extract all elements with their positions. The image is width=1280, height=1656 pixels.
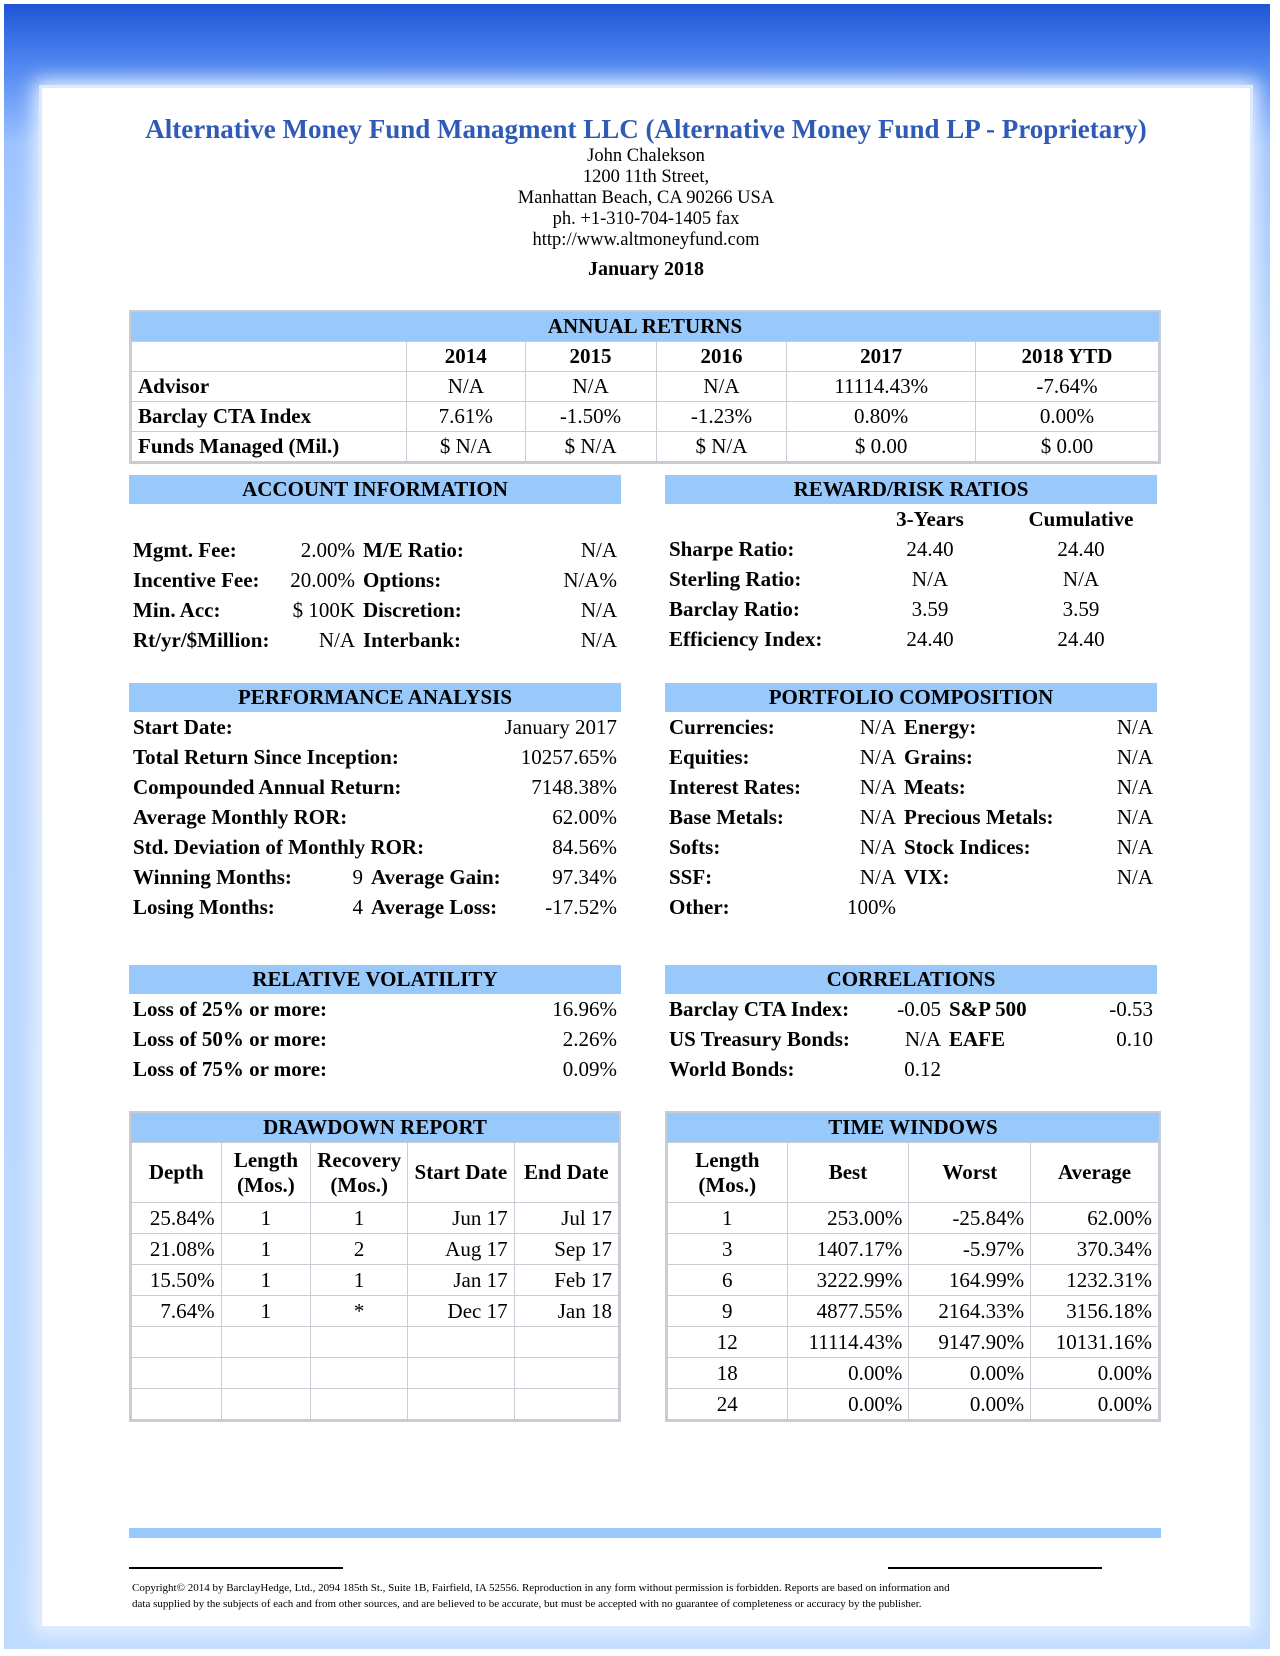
field-label: Loss of 25% or more: bbox=[133, 996, 328, 1021]
cell: 21.08% bbox=[132, 1234, 222, 1265]
field-label: Energy: bbox=[904, 714, 977, 739]
drawdown-table bbox=[131, 1142, 619, 1420]
field-label: Interbank: bbox=[363, 627, 462, 652]
cell: 7.61% bbox=[407, 402, 526, 432]
field-label: Mgmt. Fee: bbox=[133, 537, 237, 562]
field-label: Loss of 50% or more: bbox=[133, 1026, 328, 1051]
table-row bbox=[132, 1296, 619, 1327]
field-label: Discretion: bbox=[363, 597, 462, 622]
table-row bbox=[665, 892, 1157, 922]
cell: 3 bbox=[668, 1234, 788, 1265]
page-frame bbox=[4, 4, 1270, 1649]
cell: 2164.33% bbox=[909, 1296, 1031, 1327]
field-value: N/A% bbox=[563, 567, 617, 592]
field-label: Options: bbox=[363, 567, 442, 592]
field-value: 62.00% bbox=[552, 804, 617, 829]
cell: N/A bbox=[525, 372, 656, 402]
table-row bbox=[665, 802, 1157, 832]
section-title: ANNUAL RETURNS bbox=[131, 312, 1159, 341]
phone-line: ph. +1-310-704-1405 fax bbox=[552, 209, 740, 229]
field-value: N/A bbox=[859, 744, 896, 769]
table-row bbox=[665, 772, 1157, 802]
field-value: 0.09% bbox=[562, 1056, 617, 1081]
table-row bbox=[665, 564, 1157, 594]
field-label: Equities: bbox=[669, 744, 750, 769]
section-title: PERFORMANCE ANALYSIS bbox=[129, 683, 621, 712]
field-value: 4 bbox=[352, 894, 363, 919]
year-header: 2014 bbox=[407, 342, 526, 372]
table-row bbox=[665, 994, 1157, 1024]
field-value: 10257.65% bbox=[520, 744, 617, 769]
field-value: -17.52% bbox=[545, 894, 617, 919]
cell bbox=[311, 1358, 408, 1389]
table-row bbox=[665, 832, 1157, 862]
correlations-table bbox=[665, 994, 1157, 1084]
cell: Dec 17 bbox=[408, 1296, 514, 1327]
column-header: Cumulative bbox=[1028, 506, 1134, 531]
cell: 0.00% bbox=[1031, 1389, 1159, 1420]
column-header: Length (Mos.) bbox=[668, 1143, 788, 1203]
cell: Feb 17 bbox=[514, 1265, 618, 1296]
cell bbox=[221, 1389, 311, 1420]
volatility-table bbox=[129, 994, 621, 1084]
field-value: N/A bbox=[859, 804, 896, 829]
cell bbox=[132, 1358, 222, 1389]
column-header: End Date bbox=[514, 1143, 618, 1203]
row-label: Barclay CTA Index bbox=[132, 402, 407, 432]
cell bbox=[132, 1389, 222, 1420]
field-label: Sharpe Ratio: bbox=[669, 536, 795, 561]
table-row bbox=[668, 1203, 1159, 1234]
field-value: 24.40 bbox=[1057, 626, 1105, 651]
field-label: Total Return Since Inception: bbox=[133, 744, 399, 769]
field-value: 24.40 bbox=[906, 626, 954, 651]
cell: 2 bbox=[311, 1234, 408, 1265]
cell bbox=[132, 1327, 222, 1358]
cell: 1 bbox=[311, 1265, 408, 1296]
portfolio-table bbox=[665, 712, 1157, 922]
cell: 12 bbox=[668, 1327, 788, 1358]
field-label: Losing Months: bbox=[133, 894, 275, 919]
table-row bbox=[129, 862, 621, 892]
field-label: Average Loss: bbox=[371, 894, 498, 919]
field-value: N/A bbox=[580, 597, 617, 622]
column-header: 3-Years bbox=[896, 506, 964, 531]
cell: $ N/A bbox=[407, 432, 526, 462]
field-value: N/A bbox=[859, 864, 896, 889]
table-row bbox=[668, 1265, 1159, 1296]
field-label: Rt/yr/$Million: bbox=[133, 627, 270, 652]
cell: 1 bbox=[221, 1234, 311, 1265]
table-row bbox=[132, 1203, 619, 1234]
table-row bbox=[665, 1024, 1157, 1054]
cell: $ 0.00 bbox=[975, 432, 1158, 462]
cell: $ 0.00 bbox=[787, 432, 976, 462]
cell: 11114.43% bbox=[787, 1327, 909, 1358]
report-period: January 2018 bbox=[587, 258, 705, 280]
table-row bbox=[129, 712, 621, 742]
footer-rule-left bbox=[129, 1567, 343, 1569]
field-value: 84.56% bbox=[552, 834, 617, 859]
field-label: S&P 500 bbox=[949, 996, 1027, 1021]
field-label: Interest Rates: bbox=[669, 774, 801, 799]
table-row bbox=[129, 595, 621, 625]
table-row bbox=[129, 1054, 621, 1084]
cell bbox=[514, 1389, 618, 1420]
field-value: N/A bbox=[580, 627, 617, 652]
cell: Aug 17 bbox=[408, 1234, 514, 1265]
website-link[interactable]: http://www.altmoneyfund.com bbox=[532, 230, 760, 250]
section-title: RELATIVE VOLATILITY bbox=[129, 965, 621, 994]
cell: 0.00% bbox=[909, 1389, 1031, 1420]
section-title: DRAWDOWN REPORT bbox=[131, 1113, 619, 1142]
cell bbox=[221, 1327, 311, 1358]
table-row bbox=[129, 994, 621, 1024]
cell: 1 bbox=[311, 1203, 408, 1234]
report-sheet bbox=[42, 88, 1250, 1626]
field-value: 2.26% bbox=[562, 1026, 617, 1051]
cell: 253.00% bbox=[787, 1203, 909, 1234]
cell: 1232.31% bbox=[1031, 1265, 1159, 1296]
cell: 1 bbox=[221, 1296, 311, 1327]
field-value: N/A bbox=[911, 566, 949, 591]
column-header: Average bbox=[1031, 1143, 1159, 1203]
column-header: Recovery (Mos.) bbox=[311, 1143, 408, 1203]
field-label: Barclay Ratio: bbox=[669, 596, 800, 621]
field-value: N/A bbox=[1116, 774, 1153, 799]
cell: 3222.99% bbox=[787, 1265, 909, 1296]
field-label: Std. Deviation of Monthly ROR: bbox=[133, 834, 425, 859]
field-label: Efficiency Index: bbox=[669, 626, 823, 651]
cell: 1 bbox=[221, 1265, 311, 1296]
field-value: 9 bbox=[352, 864, 363, 889]
street-address: 1200 11th Street, bbox=[582, 167, 710, 187]
year-header: 2015 bbox=[525, 342, 656, 372]
report-header bbox=[42, 112, 1250, 281]
cell: 25.84% bbox=[132, 1203, 222, 1234]
field-value: N/A bbox=[318, 627, 355, 652]
table-row bbox=[129, 565, 621, 595]
table-row bbox=[665, 742, 1157, 772]
cell: 11114.43% bbox=[787, 372, 976, 402]
field-value: 3.59 bbox=[1062, 596, 1100, 621]
footer-rule-right bbox=[888, 1567, 1102, 1569]
table-row bbox=[129, 802, 621, 832]
drawdown-report-section bbox=[129, 1111, 621, 1422]
field-label: Average Monthly ROR: bbox=[133, 804, 348, 829]
performance-analysis-section bbox=[129, 683, 621, 922]
cell: 9147.90% bbox=[909, 1327, 1031, 1358]
section-title: CORRELATIONS bbox=[665, 965, 1157, 994]
cell: 15.50% bbox=[132, 1265, 222, 1296]
field-value: N/A bbox=[1116, 864, 1153, 889]
field-label bbox=[900, 892, 1075, 922]
cell bbox=[408, 1358, 514, 1389]
table-row bbox=[665, 594, 1157, 624]
cell: 9 bbox=[668, 1296, 788, 1327]
cell: Sep 17 bbox=[514, 1234, 618, 1265]
table-row bbox=[668, 1389, 1159, 1420]
cell: 0.00% bbox=[787, 1358, 909, 1389]
field-value bbox=[1075, 1054, 1157, 1084]
cell bbox=[311, 1327, 408, 1358]
field-value: N/A bbox=[859, 714, 896, 739]
field-label bbox=[945, 1054, 1075, 1084]
cell: 1 bbox=[221, 1203, 311, 1234]
cell: -1.23% bbox=[656, 402, 787, 432]
field-value: 7148.38% bbox=[531, 774, 617, 799]
field-label: Stock Indices: bbox=[904, 834, 1031, 859]
city-address: Manhattan Beach, CA 90266 USA bbox=[517, 188, 775, 208]
cell bbox=[408, 1327, 514, 1358]
field-value: -0.53 bbox=[1109, 996, 1153, 1021]
table-row bbox=[132, 432, 1159, 462]
copyright-line: Copyright© 2014 by BarclayHedge, Ltd., 2094 185th St., Suite 1B, Fairfield, IA 52556. Reproduction in any form without permission is forbidden. Reports are based on information and bbox=[132, 1582, 950, 1594]
field-label: Base Metals: bbox=[669, 804, 784, 829]
field-value: N/A bbox=[1116, 744, 1153, 769]
time-windows-table bbox=[667, 1142, 1159, 1420]
field-value: $ 100K bbox=[292, 597, 355, 622]
table-row bbox=[129, 832, 621, 862]
field-label: Other: bbox=[669, 894, 730, 919]
field-value: 24.40 bbox=[906, 536, 954, 561]
cell bbox=[514, 1358, 618, 1389]
section-title: PORTFOLIO COMPOSITION bbox=[665, 683, 1157, 712]
cell bbox=[311, 1389, 408, 1420]
table-row bbox=[665, 1054, 1157, 1084]
field-value: 2.00% bbox=[300, 537, 355, 562]
field-label: Sterling Ratio: bbox=[669, 566, 802, 591]
table-row bbox=[129, 892, 621, 922]
table-row bbox=[129, 625, 621, 655]
field-label: Precious Metals: bbox=[904, 804, 1054, 829]
cell: N/A bbox=[407, 372, 526, 402]
column-header: Depth bbox=[132, 1143, 222, 1203]
field-value: N/A bbox=[1116, 714, 1153, 739]
field-label: Winning Months: bbox=[133, 864, 292, 889]
cell bbox=[221, 1358, 311, 1389]
field-label: Loss of 75% or more: bbox=[133, 1056, 328, 1081]
cell: 164.99% bbox=[909, 1265, 1031, 1296]
cell: -1.50% bbox=[525, 402, 656, 432]
field-label: Grains: bbox=[904, 744, 973, 769]
cell: 1 bbox=[668, 1203, 788, 1234]
field-label: EAFE bbox=[949, 1026, 1006, 1051]
table-row bbox=[668, 1296, 1159, 1327]
relative-volatility-section bbox=[129, 965, 621, 1084]
year-header: 2018 YTD bbox=[975, 342, 1158, 372]
disclaimer-line: data supplied by the subjects of each and from other sources, and are believed to be accurate, but must be accepted with no guarantee of completeness or accuracy by the publisher. bbox=[132, 1598, 922, 1610]
field-label: Start Date: bbox=[133, 714, 233, 739]
cell: * bbox=[311, 1296, 408, 1327]
cell: 0.00% bbox=[975, 402, 1158, 432]
table-row bbox=[132, 1327, 619, 1358]
section-title: REWARD/RISK RATIOS bbox=[665, 475, 1157, 504]
table-row bbox=[668, 1234, 1159, 1265]
table-row bbox=[129, 772, 621, 802]
cell bbox=[514, 1327, 618, 1358]
contact-name: John Chalekson bbox=[587, 146, 705, 166]
field-label: Barclay CTA Index: bbox=[669, 996, 850, 1021]
field-value: N/A bbox=[904, 1026, 941, 1051]
field-label: VIX: bbox=[904, 864, 950, 889]
field-label: Currencies: bbox=[669, 714, 775, 739]
table-row bbox=[132, 1358, 619, 1389]
cell: Jul 17 bbox=[514, 1203, 618, 1234]
cell: 62.00% bbox=[1031, 1203, 1159, 1234]
field-value: 24.40 bbox=[1057, 536, 1105, 561]
field-value: 16.96% bbox=[552, 996, 617, 1021]
column-header: Start Date bbox=[408, 1143, 514, 1203]
column-header: Best bbox=[787, 1143, 909, 1203]
table-row bbox=[132, 372, 1159, 402]
cell: 7.64% bbox=[132, 1296, 222, 1327]
field-value: N/A bbox=[1116, 804, 1153, 829]
cell: 3156.18% bbox=[1031, 1296, 1159, 1327]
reward-risk-table bbox=[665, 504, 1157, 654]
annual-returns-table bbox=[131, 341, 1159, 462]
cell: Jun 17 bbox=[408, 1203, 514, 1234]
field-label: SSF: bbox=[669, 864, 713, 889]
field-label: Average Gain: bbox=[371, 864, 501, 889]
cell: 10131.16% bbox=[1031, 1327, 1159, 1358]
field-value: 20.00% bbox=[290, 567, 355, 592]
cell bbox=[408, 1389, 514, 1420]
row-label: Funds Managed (Mil.) bbox=[132, 432, 407, 462]
cell: N/A bbox=[656, 372, 787, 402]
reward-risk-section bbox=[665, 475, 1157, 654]
cell: -5.97% bbox=[909, 1234, 1031, 1265]
cell: 0.00% bbox=[787, 1389, 909, 1420]
cell: -7.64% bbox=[975, 372, 1158, 402]
field-label: M/E Ratio: bbox=[363, 537, 464, 562]
year-header: 2017 bbox=[787, 342, 976, 372]
field-label: Compounded Annual Return: bbox=[133, 774, 402, 799]
cell: $ N/A bbox=[525, 432, 656, 462]
field-value: N/A bbox=[859, 834, 896, 859]
field-value: 3.59 bbox=[911, 596, 949, 621]
field-label: Meats: bbox=[904, 774, 966, 799]
table-row bbox=[668, 1358, 1159, 1389]
cell: 6 bbox=[668, 1265, 788, 1296]
account-information-section bbox=[129, 475, 621, 655]
cell: 0.00% bbox=[1031, 1358, 1159, 1389]
cell: $ N/A bbox=[656, 432, 787, 462]
table-row bbox=[129, 742, 621, 772]
cell: -25.84% bbox=[909, 1203, 1031, 1234]
field-value: N/A bbox=[580, 537, 617, 562]
column-header: Worst bbox=[909, 1143, 1031, 1203]
table-row bbox=[665, 534, 1157, 564]
table-row bbox=[132, 1265, 619, 1296]
table-row bbox=[132, 1389, 619, 1420]
field-label: Incentive Fee: bbox=[133, 567, 260, 592]
time-windows-section bbox=[665, 1111, 1161, 1422]
cell: 370.34% bbox=[1031, 1234, 1159, 1265]
table-row bbox=[129, 1024, 621, 1054]
annual-returns-section bbox=[129, 310, 1161, 464]
copyright-footer bbox=[132, 1580, 1152, 1612]
field-value: January 2017 bbox=[504, 714, 617, 739]
table-row bbox=[665, 862, 1157, 892]
field-value: N/A bbox=[1116, 834, 1153, 859]
cell: Jan 18 bbox=[514, 1296, 618, 1327]
cell: 18 bbox=[668, 1358, 788, 1389]
correlations-section bbox=[665, 965, 1157, 1084]
field-value bbox=[1075, 892, 1157, 922]
cell: 24 bbox=[668, 1389, 788, 1420]
cell: 0.00% bbox=[909, 1358, 1031, 1389]
field-label: US Treasury Bonds: bbox=[669, 1026, 850, 1051]
field-value: 0.10 bbox=[1116, 1026, 1153, 1051]
field-label: Min. Acc: bbox=[133, 597, 221, 622]
table-row bbox=[129, 535, 621, 565]
year-header: 2016 bbox=[656, 342, 787, 372]
table-row bbox=[665, 624, 1157, 654]
field-value: N/A bbox=[1062, 566, 1100, 591]
row-label: Advisor bbox=[132, 372, 407, 402]
field-value: N/A bbox=[859, 774, 896, 799]
field-value: 97.34% bbox=[552, 864, 617, 889]
field-value: 100% bbox=[847, 894, 896, 919]
cell: 1407.17% bbox=[787, 1234, 909, 1265]
table-row bbox=[132, 402, 1159, 432]
field-value: -0.05 bbox=[897, 996, 941, 1021]
table-row bbox=[668, 1327, 1159, 1358]
cell: Jan 17 bbox=[408, 1265, 514, 1296]
table-row bbox=[665, 712, 1157, 742]
column-header: Length (Mos.) bbox=[221, 1143, 311, 1203]
footer-band bbox=[129, 1528, 1161, 1538]
field-value: 0.12 bbox=[904, 1056, 941, 1081]
field-label: World Bonds: bbox=[669, 1056, 795, 1081]
table-row bbox=[132, 1234, 619, 1265]
account-information-table bbox=[129, 535, 621, 655]
field-label: Softs: bbox=[669, 834, 721, 859]
firm-name: Alternative Money Fund Managment LLC (Alternative Money Fund LP - Proprietary) bbox=[145, 114, 1147, 144]
performance-table bbox=[129, 712, 621, 922]
portfolio-composition-section bbox=[665, 683, 1157, 922]
section-title: ACCOUNT INFORMATION bbox=[129, 475, 621, 504]
cell: 4877.55% bbox=[787, 1296, 909, 1327]
cell: 0.80% bbox=[787, 402, 976, 432]
section-title: TIME WINDOWS bbox=[667, 1113, 1159, 1142]
